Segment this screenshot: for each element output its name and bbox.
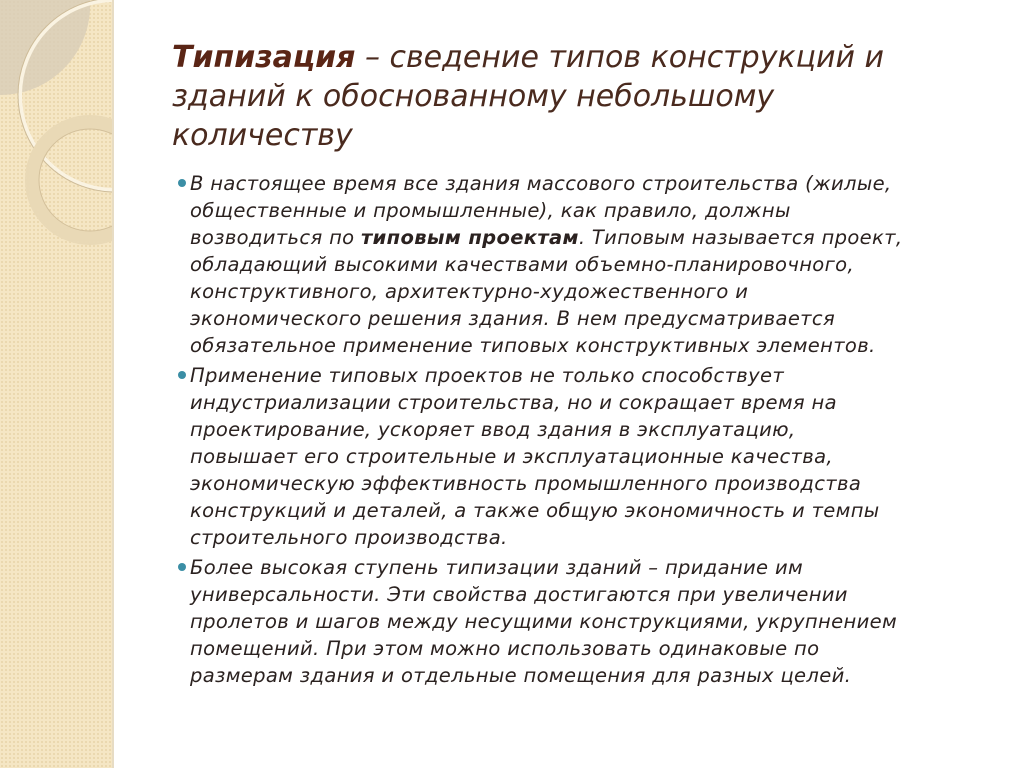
bullet-item xyxy=(190,554,902,689)
bullet-list xyxy=(190,170,902,692)
title-line: количеству xyxy=(172,118,353,153)
emphasis-term: типовым проектам xyxy=(361,226,579,249)
bullet-item xyxy=(190,362,902,551)
text-line: обязательное применение типовых конструктивных элементов. xyxy=(190,334,876,357)
title-line: зданий к обоснованному небольшому xyxy=(172,79,775,114)
text-line: размерам здания и отдельные помещения для разных целей. xyxy=(190,664,852,687)
text-line: повышает его строительные и эксплуатационные качества, xyxy=(190,445,833,468)
bullet-dot-icon xyxy=(178,563,186,571)
bullet-dot-icon xyxy=(178,179,186,187)
bullet-dot-icon xyxy=(178,371,186,379)
decorative-rings xyxy=(0,0,112,768)
text-line: общественные и промышленные), как правило, должны xyxy=(190,199,791,222)
text-line: пролетов и шагов между несущими конструкциями, укрупнением xyxy=(190,610,898,633)
title-definition: – сведение типов конструкций и xyxy=(355,40,885,75)
text-line: строительного производства. xyxy=(190,526,508,549)
text-line: проектирование, ускоряет ввод здания в эксплуатацию, xyxy=(190,418,796,441)
text-line: экономического решения здания. В нем предусматривается xyxy=(190,307,836,330)
text-line: конструктивного, архитектурно-художественного и xyxy=(190,280,749,303)
title-term: Типизация xyxy=(172,40,356,75)
text-line: универсальности. Эти свойства достигаются при увеличении xyxy=(190,583,848,606)
slide-title xyxy=(172,38,884,155)
text-line: Применение типовых проектов не только способствует xyxy=(190,364,785,387)
bullet-item xyxy=(190,170,902,359)
text-line: обладающий высокими качествами объемно-планировочного, xyxy=(190,253,854,276)
text-line xyxy=(190,224,902,251)
text-line: В настоящее время все здания массового строительства (жилые, xyxy=(190,172,892,195)
text-segment: . Типовым называется проект, xyxy=(578,226,903,249)
text-line: индустриализации строительства, но и сокращает время на xyxy=(190,391,837,414)
decorative-side-strip xyxy=(0,0,114,768)
text-line: Более высокая ступень типизации зданий – придание им xyxy=(190,556,804,579)
text-line: конструкций и деталей, а также общую экономичность и темпы xyxy=(190,499,880,522)
text-line: помещений. При этом можно использовать одинаковые по xyxy=(190,637,820,660)
text-line: экономическую эффективность промышленного производства xyxy=(190,472,862,495)
text-segment: возводиться по xyxy=(190,226,361,249)
